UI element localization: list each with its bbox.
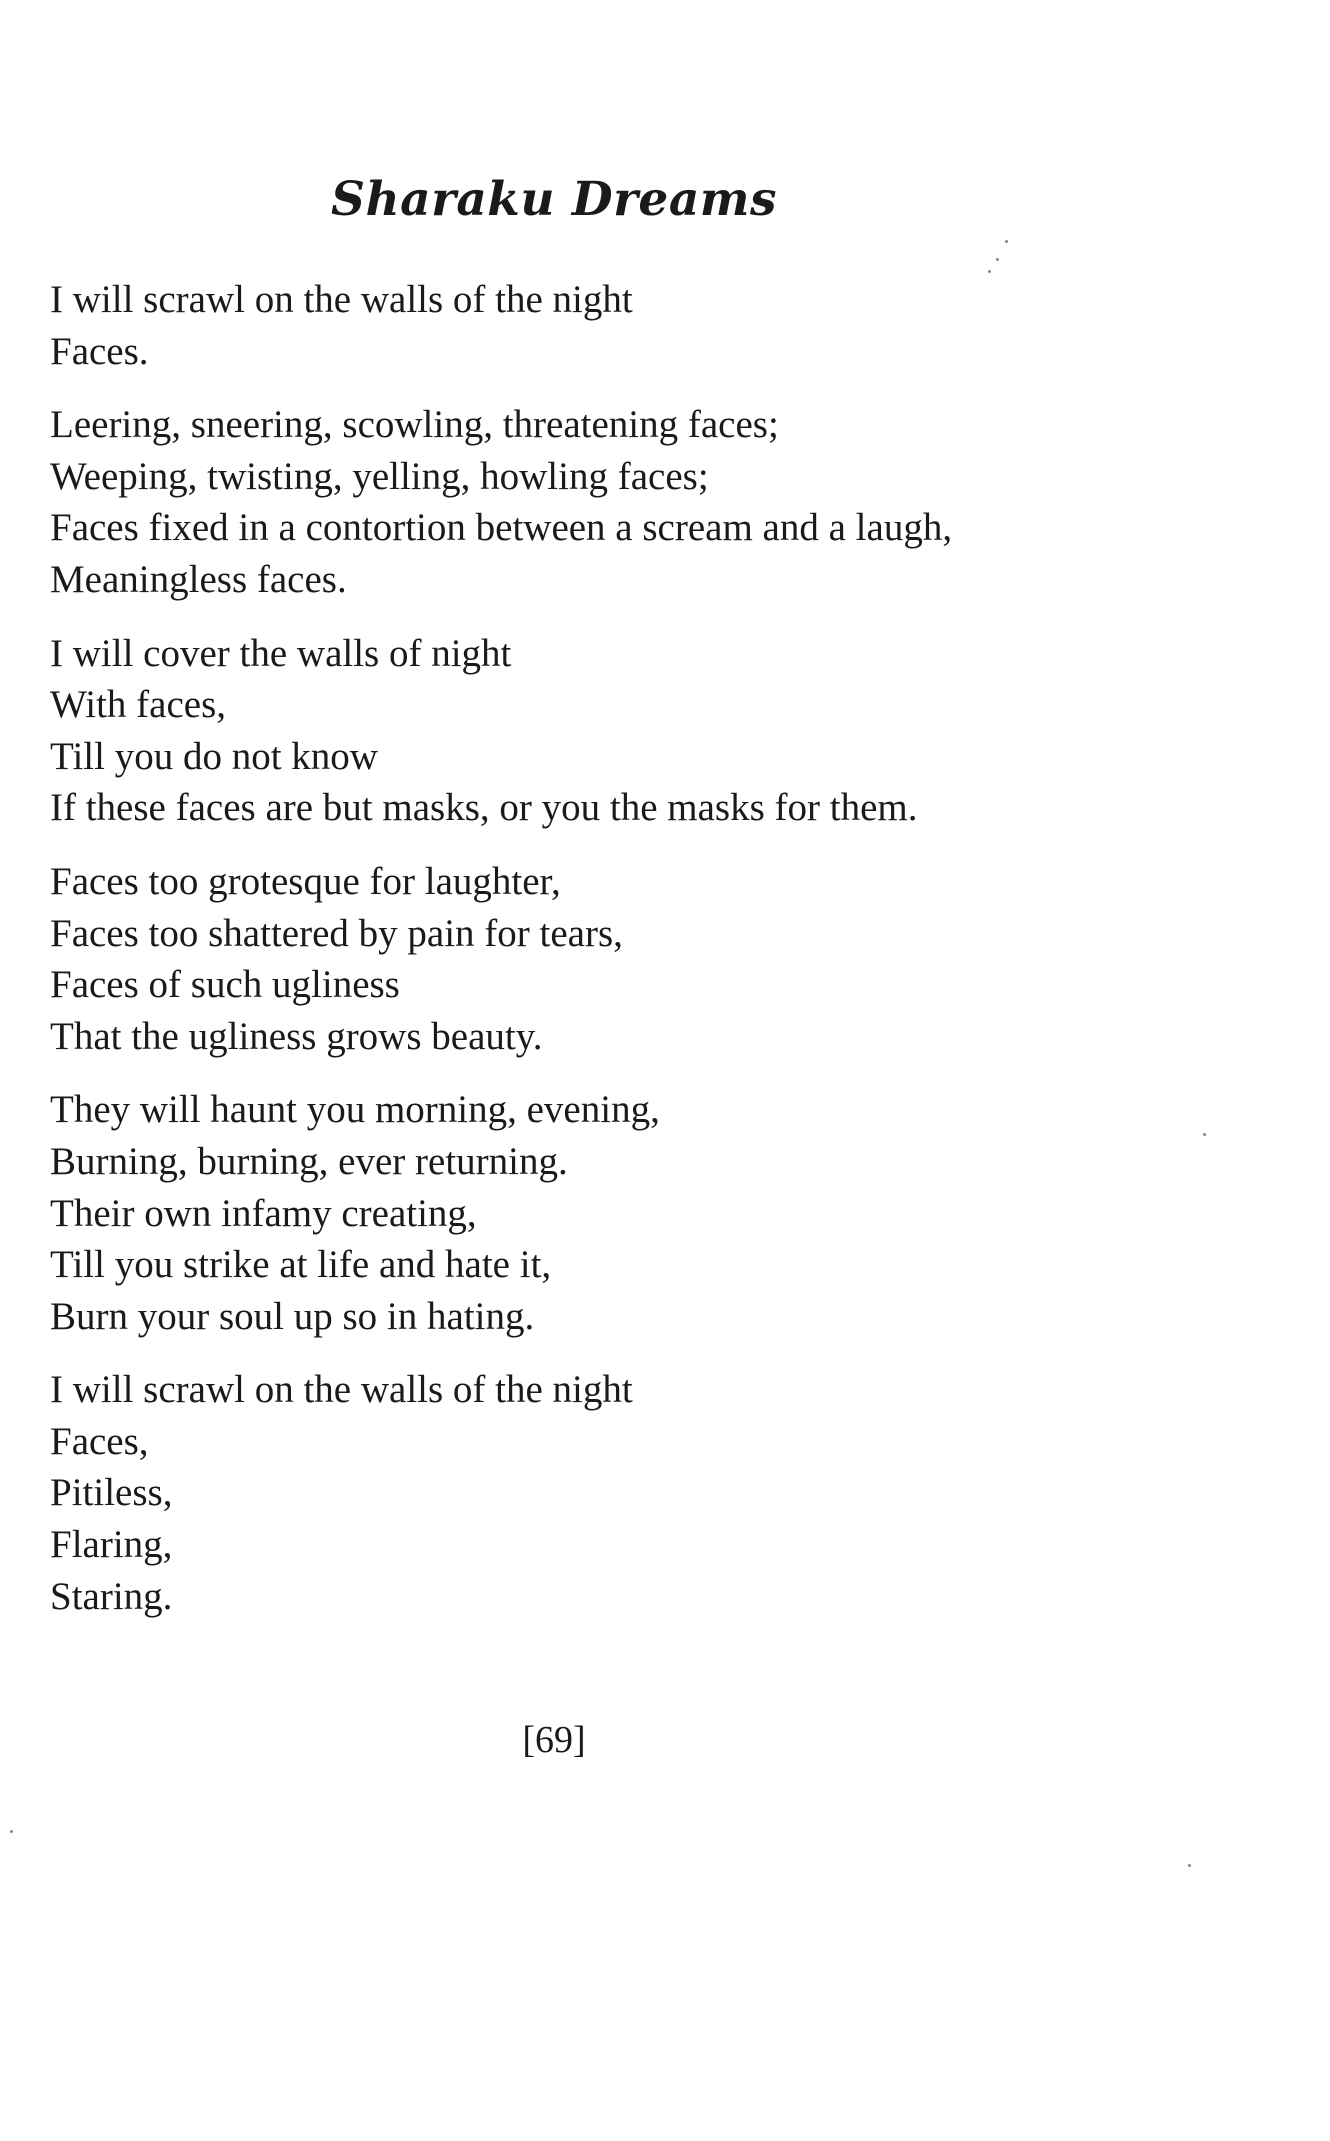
poem-line: Faces too shattered by pain for tears, bbox=[50, 911, 623, 955]
poem-line: Faces fixed in a contortion between a scream and a laugh, bbox=[50, 506, 953, 550]
stanza-1 bbox=[50, 274, 1080, 377]
poem-line: Burn your soul up so in hating. bbox=[50, 1294, 535, 1338]
stanza-5 bbox=[50, 1084, 1080, 1342]
poem-body bbox=[50, 274, 1080, 1644]
stanza-6 bbox=[50, 1364, 1080, 1622]
poem-line: Faces too grotesque for laughter, bbox=[50, 859, 561, 903]
stanza-2 bbox=[50, 399, 1080, 605]
paper-speck bbox=[988, 270, 991, 273]
poem-line: Flaring, bbox=[50, 1523, 173, 1567]
paper-speck bbox=[10, 1830, 13, 1833]
poem-line: Staring. bbox=[50, 1574, 173, 1618]
page-number: [69] bbox=[522, 1719, 586, 1761]
poem-line: Weeping, twisting, yelling, howling faces; bbox=[50, 454, 709, 498]
poem-line: That the ugliness grows beauty. bbox=[50, 1014, 543, 1058]
paper-speck bbox=[996, 258, 999, 261]
poem-title: Sharaku Dreams bbox=[331, 172, 777, 227]
poem-line: Pitiless, bbox=[50, 1471, 173, 1515]
paper-speck bbox=[1203, 1133, 1206, 1136]
poem-line: If these faces are but masks, or you the masks for them. bbox=[50, 786, 918, 830]
poem-line: I will scrawl on the walls of the night bbox=[50, 1368, 633, 1412]
poem-line: Till you do not know bbox=[50, 734, 378, 778]
poem-line: I will scrawl on the walls of the night bbox=[50, 278, 633, 321]
poem-line: They will haunt you morning, evening, bbox=[50, 1088, 660, 1132]
poem-line: Faces of such ugliness bbox=[50, 963, 400, 1007]
poem-line: Burning, burning, ever returning. bbox=[50, 1139, 568, 1183]
paper-speck bbox=[1188, 1864, 1191, 1867]
stanza-3 bbox=[50, 628, 1080, 834]
poem-line: Their own infamy creating, bbox=[50, 1191, 477, 1235]
stanza-4 bbox=[50, 856, 1080, 1062]
paper-speck bbox=[1005, 240, 1008, 243]
poem-line: Faces. bbox=[50, 329, 149, 373]
poem-line: Till you strike at life and hate it, bbox=[50, 1243, 552, 1287]
poem-line: With faces, bbox=[50, 683, 227, 727]
poem-line: I will cover the walls of night bbox=[50, 631, 512, 675]
poem-line: Faces, bbox=[50, 1419, 149, 1463]
poem-line: Leering, sneering, scowling, threatening faces; bbox=[50, 403, 779, 447]
poem-line: Meaningless faces. bbox=[50, 557, 347, 601]
